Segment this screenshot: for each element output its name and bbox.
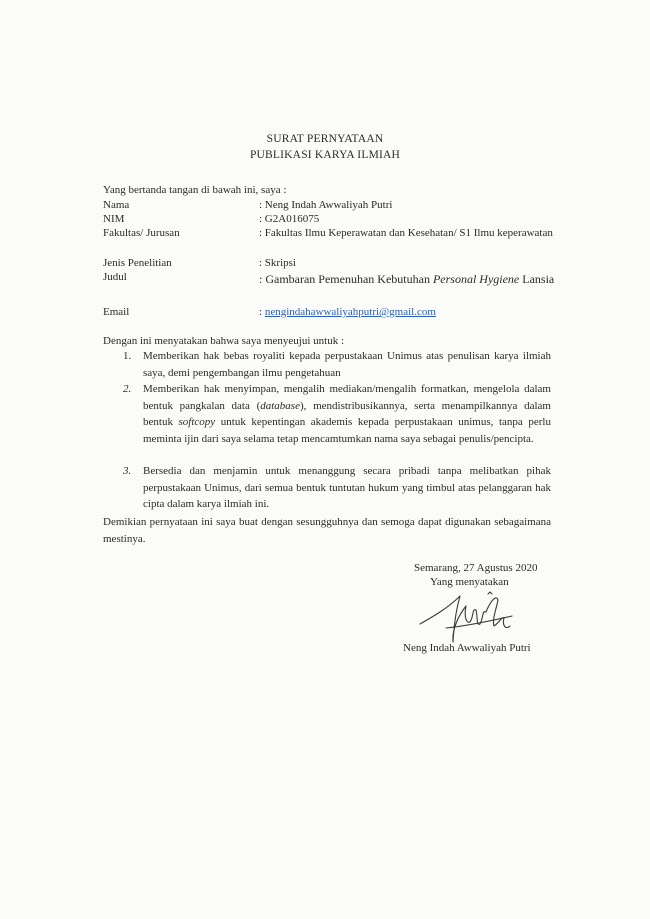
field-value: : Fakultas Ilmu Keperawatan dan Kesehatan/ S1 Ilmu keperawatan	[259, 227, 553, 239]
list-item-text-part: Memberikan hak menyimpan, mengalih mediakan/mengalih formatkan, mengelola dalam bentuk pangkalan data (	[143, 383, 551, 412]
signer-caption: Yang menyatakan	[430, 576, 509, 588]
field-value: : Skripsi	[259, 257, 296, 269]
intro-text: Yang bertanda tangan di bawah ini, saya :	[103, 184, 287, 196]
judul-italic: Personal Hygiene	[432, 272, 520, 286]
field-label: Judul	[103, 271, 127, 283]
document-title: SURAT PERNYATAAN	[266, 133, 384, 145]
list-item-italic: database	[260, 399, 300, 412]
place-date: Semarang, 27 Agustus 2020	[414, 562, 538, 574]
field-label: NIM	[103, 213, 125, 225]
field-value	[259, 306, 559, 319]
judul-suffix: Lansia	[519, 272, 555, 286]
field-value: : Neng Indah Awwaliyah Putri	[259, 199, 393, 211]
field-value: : G2A016075	[259, 213, 320, 225]
list-item-text-part: untuk kepentingan akademis kepada perpustakaan unimus, tanpa perlu meminta ijin dari saya selama tetap mencamtumkan nama saya sebagai penulis/pencipta.	[143, 416, 551, 445]
field-value	[259, 271, 559, 288]
list-item-text-part: ), mendistribusikannya, serta menampilkannya dalam bentuk	[143, 399, 551, 428]
list-item-italic: softcopy	[178, 416, 216, 428]
list-number: 2.	[123, 383, 132, 395]
email-link[interactable]: nengindahawwaliyahputri@gmail.com	[264, 306, 436, 318]
list-item-text: Memberikan hak bebas royaliti kepada perpustakaan Unimus atas penulisan karya ilmiah saya, demi pengembangan ilmu pengetahuan	[143, 350, 551, 379]
list-item-text: Bersedia dan menjamin untuk menanggung secara pribadi tanpa melibatkan pihak perpustakaan Unimus, dari semua bentuk tuntutan hukum yang timbul atas pelanggaran hak cipta dalam karya ilmiah ini.	[143, 465, 551, 510]
signer-name: Neng Indah Awwaliyah Putri	[403, 642, 531, 654]
signature-icon	[416, 586, 516, 644]
email-colon: :	[259, 306, 265, 318]
list-item	[123, 348, 551, 381]
field-label: Jenis Penelitian	[103, 257, 172, 269]
list-item	[123, 381, 551, 447]
list-number: 1.	[123, 350, 132, 362]
document-subtitle: PUBLIKASI KARYA ILMIAH	[249, 149, 401, 161]
field-label: Nama	[103, 199, 130, 211]
agreement-intro: Dengan ini menyatakan bahwa saya menyeujui untuk :	[103, 335, 345, 347]
field-label: Fakultas/ Jurusan	[103, 227, 180, 239]
closing-paragraph: Demikian pernyataan ini saya buat dengan sesungguhnya dan semoga dapat digunakan sebagaimana mestinya.	[103, 516, 551, 545]
judul-prefix: : Gambaran Pemenuhan Kebutuhan	[259, 272, 433, 286]
field-label: Email	[103, 306, 130, 318]
list-item	[123, 463, 551, 513]
list-number: 3.	[123, 465, 132, 477]
